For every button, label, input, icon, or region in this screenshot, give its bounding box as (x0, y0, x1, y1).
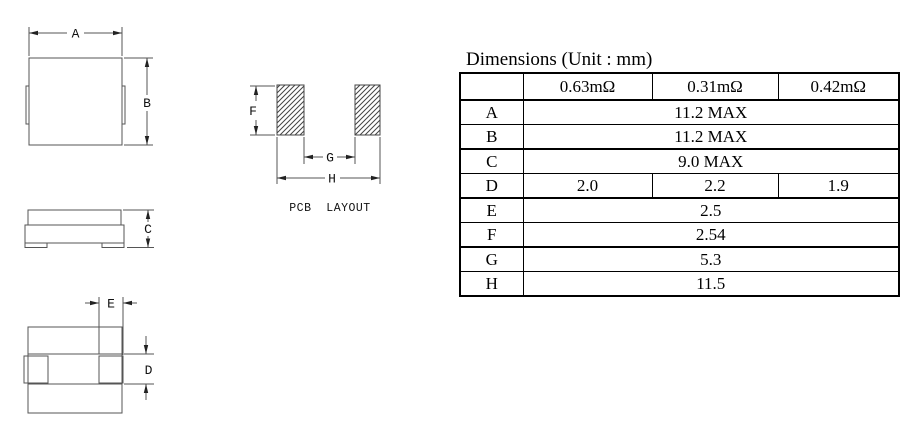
pcb-right-pad (355, 85, 380, 135)
table-title: Dimensions (Unit : mm) (466, 49, 653, 70)
dim-label-a: A (71, 26, 80, 42)
row-value: 9.0 MAX (523, 149, 899, 174)
row-value: 1.9 (778, 174, 899, 199)
header-cell-variant1: 0.63mΩ (523, 73, 652, 100)
arrow-up-icon (145, 58, 149, 67)
row-value: 11.2 MAX (523, 125, 899, 150)
row-value: 11.5 (523, 272, 899, 297)
side-view-body (25, 225, 124, 243)
side-view-right-foot (102, 243, 124, 248)
pcb-layout-caption: PCB LAYOUT (289, 202, 371, 215)
pcb-left-pad (277, 85, 304, 135)
side-view (25, 210, 154, 248)
bottom-view-body (28, 327, 122, 413)
top-view-body (29, 58, 122, 145)
row-label: B (460, 125, 523, 150)
row-value: 2.0 (523, 174, 652, 199)
dim-label-f: F (249, 104, 257, 119)
arrow-right-icon (346, 155, 355, 159)
table-row-h (460, 272, 899, 297)
table-row-d (460, 174, 899, 199)
dim-label-d: D (144, 363, 153, 378)
row-value: 5.3 (523, 247, 899, 272)
dim-label-h: H (328, 171, 336, 187)
row-value: 2.2 (652, 174, 778, 199)
dim-label-c: C (144, 222, 152, 237)
arrow-left-icon (277, 176, 286, 180)
bottom-view-right-terminal (99, 356, 123, 383)
row-value: 11.2 MAX (523, 100, 899, 125)
row-value: 2.5 (523, 198, 899, 223)
row-label: A (460, 100, 523, 125)
dimensions-table (459, 72, 900, 297)
table-row-a (460, 100, 899, 125)
header-cell-blank (460, 73, 523, 100)
row-label: H (460, 272, 523, 297)
row-label: C (460, 149, 523, 174)
table-row-g (460, 247, 899, 272)
table-row-c (460, 149, 899, 174)
dim-label-b: B (143, 96, 151, 111)
row-value: 2.54 (523, 223, 899, 248)
arrow-down-icon (145, 136, 149, 145)
arrow-down-icon (146, 239, 150, 248)
side-view-top-slab (28, 210, 121, 225)
arrow-up-icon (254, 86, 258, 95)
arrow-left-icon (123, 301, 132, 305)
row-label: G (460, 247, 523, 272)
arrow-down-icon (254, 126, 258, 135)
header-cell-variant3: 0.42mΩ (778, 73, 899, 100)
arrow-down-icon (144, 345, 148, 354)
mechanical-drawings (0, 0, 440, 445)
header-cell-variant2: 0.31mΩ (652, 73, 778, 100)
pcb-layout (249, 85, 380, 215)
arrow-up-icon (144, 384, 148, 393)
table-row-e (460, 198, 899, 223)
top-view-left-terminal (26, 86, 29, 124)
dim-label-e: E (107, 296, 115, 312)
table-row-b (460, 125, 899, 150)
top-view (26, 27, 153, 146)
arrow-right-icon (90, 301, 99, 305)
row-label: E (460, 198, 523, 223)
arrow-right-icon (371, 176, 380, 180)
bottom-view (24, 297, 154, 414)
row-label: F (460, 223, 523, 248)
row-label: D (460, 174, 523, 199)
arrow-left-icon (304, 155, 313, 159)
arrow-up-icon (146, 210, 150, 219)
arrow-right-icon (113, 31, 122, 35)
arrow-left-icon (29, 31, 38, 35)
table-header-row (460, 73, 899, 100)
top-view-right-terminal (122, 86, 125, 124)
side-view-left-foot (25, 243, 47, 248)
dim-label-g: G (326, 150, 334, 166)
table-row-f (460, 223, 899, 248)
